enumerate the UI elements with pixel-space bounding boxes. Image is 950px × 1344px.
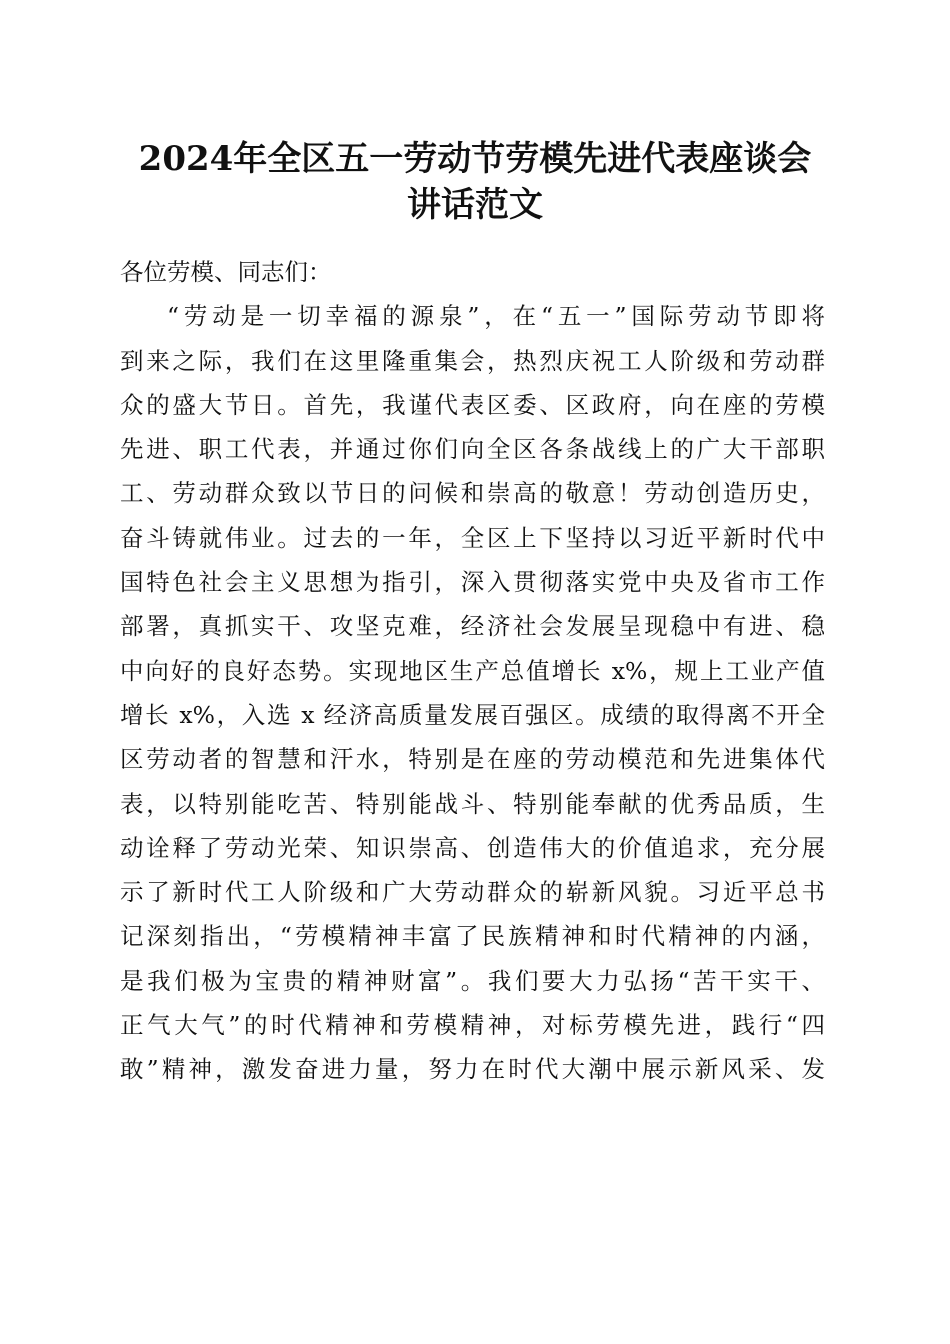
paragraph-line: 示了新时代工人阶级和广大劳动群众的崭新风貌。习近平总书: [120, 878, 825, 907]
paragraph-line: 奋斗铸就伟业。过去的一年，全区上下坚持以习近平新时代中: [120, 523, 825, 552]
paragraph-line: 正气大气”的时代精神和劳模精神，对标劳模先进，践行“四: [120, 1011, 825, 1040]
paragraph-line: 众的盛大节日。首先，我谨代表区委、区政府，向在座的劳模: [120, 390, 825, 419]
paragraph-line: 表，以特别能吃苦、特别能战斗、特别能奉献的优秀品质，生: [120, 789, 825, 818]
paragraph-line: 到来之际，我们在这里隆重集会，热烈庆祝工人阶级和劳动群: [120, 346, 825, 375]
paragraph-line: 敢”精神，激发奋进力量，努力在时代大潮中展示新风采、发: [120, 1055, 825, 1084]
paragraph-line: 先进、职工代表，并通过你们向全区各条战线上的广大干部职: [120, 435, 825, 464]
title-line-1: 2024年全区五一劳动节劳模先进代表座谈会: [138, 139, 812, 179]
paragraph-line: 工、劳动群众致以节日的问候和崇高的敬意！劳动创造历史，: [120, 479, 825, 508]
paragraph-line: 区劳动者的智慧和汗水，特别是在座的劳动模范和先进集体代: [120, 745, 825, 774]
paragraph-line: 动诠释了劳动光荣、知识崇高、创造伟大的价值追求，充分展: [120, 833, 825, 862]
paragraph-line: 记深刻指出，“劳模精神丰富了民族精神和时代精神的内涵，: [120, 922, 825, 951]
title-line-2: 讲话范文: [407, 185, 543, 225]
document-title: [100, 136, 850, 228]
paragraph-line: 国特色社会主义思想为指引，深入贯彻落实党中央及省市工作: [120, 568, 825, 597]
paragraph-line: 部署，真抓实干、攻坚克难，经济社会发展呈现稳中有进、稳: [120, 612, 825, 641]
paragraph-line: 增长 x%，入选 x 经济高质量发展百强区。成绩的取得离不开全: [120, 700, 825, 729]
salutation: 各位劳模、同志们：: [120, 258, 332, 286]
paragraph-line: 中向好的良好态势。实现地区生产总值增长 x%，规上工业产值: [120, 656, 825, 685]
paragraph-line: “劳动是一切幸福的源泉”，在“五一”国际劳动节即将: [167, 302, 825, 331]
paragraph-line: 是我们极为宝贵的精神财富”。我们要大力弘扬“苦干实干、: [120, 966, 825, 995]
document-body: [120, 250, 825, 1092]
